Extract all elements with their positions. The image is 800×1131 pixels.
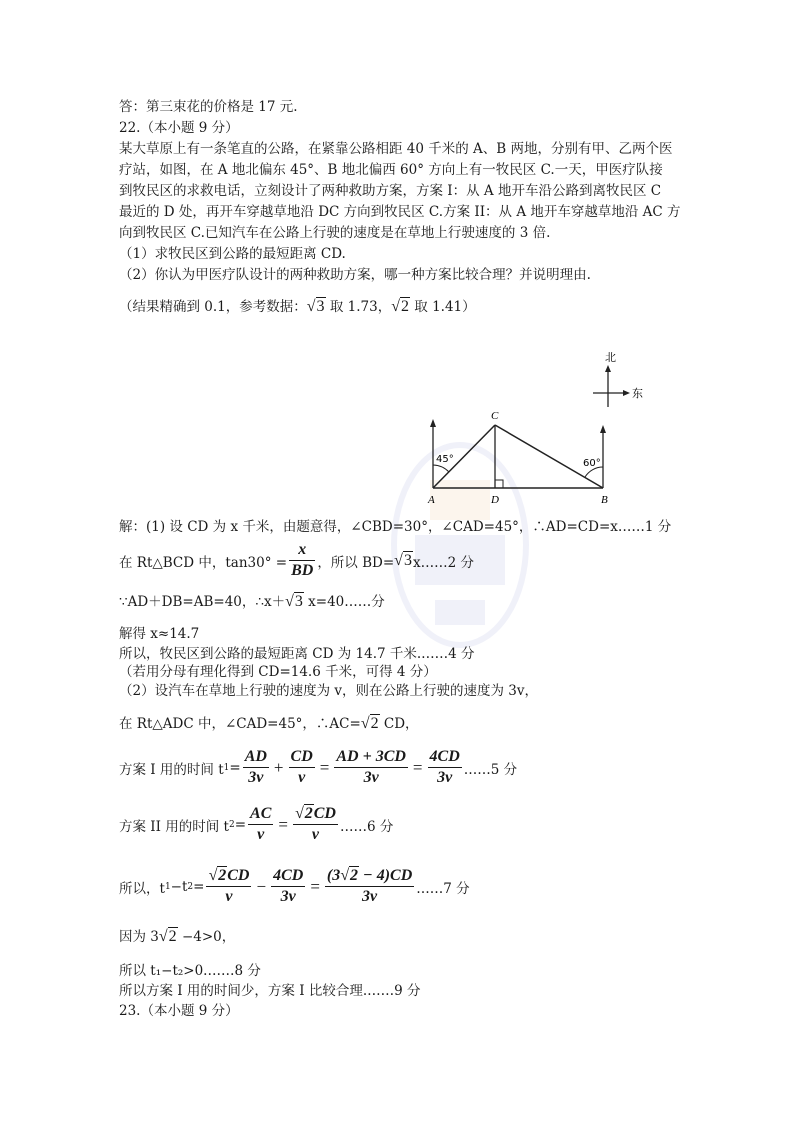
fraction-denominator: v <box>225 888 233 905</box>
angle-a-label: 45° <box>436 454 454 465</box>
fraction <box>334 747 408 788</box>
text-span: 取 1.41） <box>414 299 476 315</box>
solution-line <box>119 540 474 581</box>
sqrt: √2 <box>391 298 409 315</box>
geometry-figure <box>415 345 655 510</box>
arrow-b-icon <box>600 425 606 433</box>
text-span: ∵AD＋DB=AB=40，∴x＋ <box>119 594 286 610</box>
point-c-label: C <box>491 410 499 422</box>
solution-line <box>119 928 235 946</box>
north-arrow-icon <box>605 365 611 372</box>
text-span: −4>0， <box>177 929 236 945</box>
text-span: CD <box>227 867 250 884</box>
solution-line: 所以，牧民区到公路的最短距离 CD 为 14.7 千米.……4 分 <box>119 646 475 662</box>
sqrt-radicand: 2 <box>168 928 177 945</box>
fraction-numerator: 4CD <box>271 866 305 887</box>
sqrt-radicand: 2 <box>218 867 227 884</box>
text-span: x……2 分 <box>412 554 474 571</box>
sqrt: √2 <box>294 805 313 822</box>
operator: = <box>278 814 288 834</box>
sqrt: √2 <box>340 867 359 884</box>
question-header: 23.（本小题 9 分） <box>119 1003 239 1019</box>
sqrt-radicand: 2 <box>350 867 359 884</box>
fraction <box>293 804 338 845</box>
solution-line-difference <box>119 866 470 907</box>
fraction-denominator: 3v <box>362 888 378 905</box>
fraction-denominator: 3v <box>248 769 264 786</box>
text-line: 疗站，如图，在 A 地北偏东 45°、B 地北偏西 60° 方向上有一牧民区 C.一天，甲医疗队接 <box>119 162 663 178</box>
operator: = <box>412 757 423 777</box>
text-line: 最近的 D 处，再开车穿越草地沿 DC 方向到牧民区 C.方案 II：从 A 地开车穿越草地沿 AC 方 <box>119 204 681 220</box>
text-span: = <box>193 878 205 895</box>
sqrt: √2 <box>360 715 379 732</box>
fraction-numerator: AD + 3CD <box>334 747 408 768</box>
sqrt: √2 <box>158 928 177 945</box>
text-span: 方案 II 用的时间 t <box>119 818 229 835</box>
fraction-numerator <box>293 804 338 825</box>
solution-line <box>119 715 419 733</box>
fraction <box>271 866 305 907</box>
subscript: 2 <box>187 881 194 892</box>
solution-line: 解：(1) 设 CD 为 x 千米，由题意得，∠CBD=30°，∠CAD=45°，∴AD=CD=x……1 分 <box>119 519 672 535</box>
text-span: (3 <box>326 867 341 884</box>
sqrt: √2 <box>208 867 227 884</box>
north-label: 北 <box>605 351 616 364</box>
text-span: = <box>234 816 247 833</box>
sqrt: √3 <box>394 551 412 569</box>
text-line: 答：第三束花的价格是 17 元. <box>119 99 298 115</box>
text-line: 某大草原上有一条笔直的公路，在紧靠公路相距 40 千米的 A、B 两地，分别有甲、乙两个医 <box>119 141 673 157</box>
text-span: ，所以 BD= <box>317 554 395 571</box>
fraction-numerator <box>206 866 251 887</box>
fraction-denominator: BD <box>291 562 314 579</box>
fraction-denominator: 3v <box>437 769 453 786</box>
solution-line-plan2 <box>119 804 393 845</box>
text-line: 向到牧民区 C.已知汽车在公路上行驶的速度是在草地上行驶速度的 3 倍. <box>119 225 551 241</box>
text-span: −t <box>170 878 188 895</box>
sqrt: √3 <box>306 298 325 315</box>
text-span: 在 Rt△BCD 中，tan30° = <box>119 554 288 571</box>
east-label: 东 <box>632 387 643 400</box>
fraction-numerator: x <box>289 540 315 561</box>
fraction <box>428 747 462 788</box>
angle-b-label: 60° <box>583 458 601 469</box>
fraction-denominator: v <box>298 769 306 786</box>
sqrt-radicand: 2 <box>400 298 409 315</box>
sqrt: √3 <box>285 593 303 610</box>
solution-line: 所以 t₁−t₂>0.……8 分 <box>119 963 261 979</box>
solution-line: （2）设汽车在草地上行驶的速度为 v，则在公路上行驶的速度为 3v， <box>119 683 539 699</box>
text-span: CD， <box>379 716 419 732</box>
fraction-denominator: v <box>311 826 320 843</box>
sqrt-radicand: 3 <box>403 551 412 569</box>
text-line: （1）求牧民区到公路的最短距离 CD. <box>119 246 346 262</box>
fraction <box>206 866 251 907</box>
subscript: 1 <box>164 881 171 892</box>
question-header: 22.（本小题 9 分） <box>119 120 239 136</box>
text-span: CD <box>313 805 336 822</box>
point-b-label: B <box>601 494 608 506</box>
subscript: 2 <box>228 819 235 830</box>
operator: = <box>310 876 320 896</box>
arrow-a-icon <box>430 419 436 427</box>
operator: + <box>273 757 284 777</box>
text-span: 在 Rt△ADC 中，∠CAD=45°，∴AC= <box>119 716 361 732</box>
sqrt-radicand: 3 <box>316 298 325 315</box>
sqrt-radicand: 2 <box>304 805 313 822</box>
text-span: ……6 分 <box>339 818 394 835</box>
fraction <box>243 747 269 788</box>
text-span: x=40……分 <box>303 594 385 610</box>
subscript: 1 <box>223 762 230 773</box>
text-span: = <box>229 759 241 776</box>
fraction-numerator: CD <box>289 747 315 768</box>
solution-line: 所以方案 I 用的时间少，方案 I 比较合理.……9 分 <box>119 983 421 999</box>
fraction <box>289 747 315 788</box>
solution-line-plan1 <box>119 747 517 788</box>
text-span: ……7 分 <box>416 880 470 897</box>
sqrt-radicand: 3 <box>294 593 303 610</box>
right-angle-mark <box>495 480 503 488</box>
fraction-numerator <box>325 866 414 887</box>
solution-line <box>119 593 385 611</box>
fraction-numerator: AC <box>248 804 273 825</box>
angle-arc-a <box>433 465 449 472</box>
sqrt-radicand: 2 <box>370 715 379 732</box>
solution-line: （若用分母有理化得到 CD=14.6 千米，可得 4 分） <box>119 664 437 680</box>
text-span: ……5 分 <box>463 761 518 778</box>
fraction <box>325 866 414 907</box>
operator: − <box>256 876 267 896</box>
point-a-label: A <box>428 494 435 506</box>
fraction-denominator: 3v <box>363 769 379 786</box>
text-span: 取 1.73， <box>329 299 392 315</box>
segment-cb <box>495 425 603 488</box>
fraction <box>289 540 315 581</box>
text-span: 所以，t <box>119 880 165 897</box>
solution-line: 解得 x≈14.7 <box>119 626 200 642</box>
fraction-denominator: 3v <box>280 888 296 905</box>
text-span: − 4)CD <box>359 867 413 884</box>
operator: = <box>319 757 330 777</box>
east-arrow-icon <box>623 390 630 396</box>
reference-data-line <box>119 298 476 316</box>
text-span: （结果精确到 0.1，参考数据： <box>119 299 307 315</box>
text-line: （2）你认为甲医疗队设计的两种救助方案，哪一种方案比较合理？并说明理由. <box>119 267 591 283</box>
point-d-label: D <box>491 494 499 506</box>
fraction-denominator: v <box>257 826 265 843</box>
fraction <box>248 804 273 845</box>
text-line: 到牧民区的求救电话，立刻设计了两种救助方案，方案 I：从 A 地开车沿公路到离牧民区 C <box>119 183 662 199</box>
fraction-numerator: 4CD <box>428 747 462 768</box>
text-span: 方案 I 用的时间 t <box>119 761 224 778</box>
text-span: 因为 3 <box>119 929 159 945</box>
fraction-numerator: AD <box>243 747 269 768</box>
